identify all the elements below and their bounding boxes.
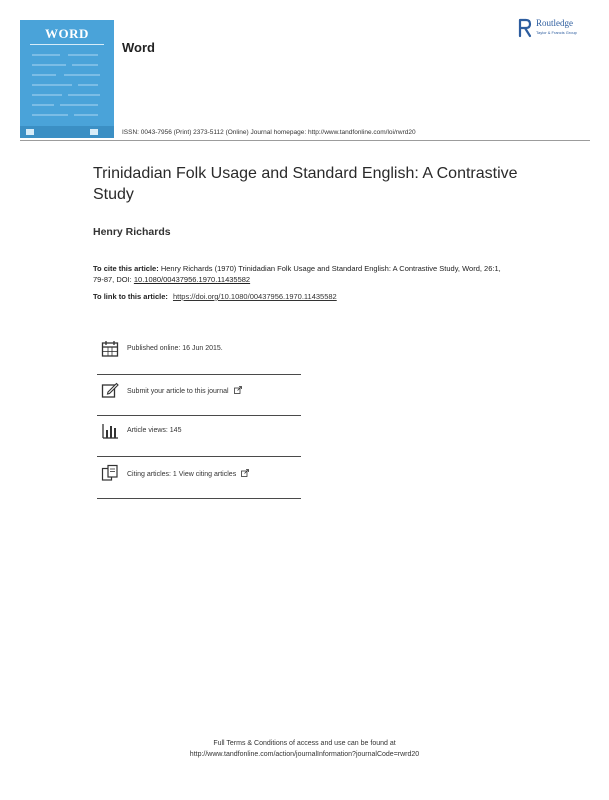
header-divider (20, 140, 590, 141)
cover-foot-mark (90, 129, 98, 135)
submit-article-label (127, 386, 242, 395)
cover-text-line (32, 104, 54, 106)
calendar-icon (101, 340, 119, 358)
article-title: Trinidadian Folk Usage and Standard English: A Contrastive Study (93, 165, 518, 203)
cover-text-line (74, 114, 98, 116)
footer-terms-link[interactable]: http://www.tandfonline.com/action/journalInformation?journalCode=rwrd20 (189, 751, 420, 758)
publisher-logo (518, 18, 590, 40)
issn-line: ISSN: 0043-7956 (Print) 2373-5112 (Online) Journal homepage: http://www.tandfonline.com/loi/rwrd20 (122, 129, 416, 136)
citation-block (93, 263, 513, 285)
cover-title: WORD (45, 26, 89, 41)
external-link-icon (241, 469, 249, 477)
footer (0, 738, 609, 760)
published-date: Published online: 16 Jun 2015. (127, 345, 223, 352)
cover-text-line (68, 94, 100, 96)
cover-footer-band (20, 126, 114, 138)
citing-articles-label (127, 469, 249, 478)
cite-text: Henry Richards (1970) Trinidadian Folk Usage and Standard English: A Contrastive Study, Word, 26:1, 79-87, DOI: (93, 264, 501, 284)
cover-text-line (72, 64, 98, 66)
cover-text-line (78, 84, 98, 86)
citing-articles-link[interactable] (97, 464, 301, 499)
edit-icon (101, 381, 119, 399)
link-label: To link to this article: (93, 292, 168, 301)
routledge-r-icon (518, 18, 532, 38)
cover-text-line (32, 84, 72, 86)
citing-articles-icon (101, 464, 119, 482)
footer-terms: Full Terms & Conditions of access and use can be found at (213, 740, 396, 747)
cover-text-line (64, 74, 100, 76)
cover-text-line (32, 54, 60, 56)
doi-link[interactable]: 10.1080/00437956.1970.11435582 (133, 275, 251, 284)
external-link-icon (234, 386, 242, 394)
cite-label: To cite this article: (93, 264, 159, 273)
cover-text-line (32, 114, 68, 116)
publisher-name: Routledge (536, 18, 573, 28)
journal-name: Word (122, 40, 155, 55)
cover-rule (30, 44, 104, 45)
published-info (97, 340, 301, 375)
cover-text-line (32, 94, 62, 96)
cover-text-line (68, 54, 98, 56)
bar-chart-icon (101, 422, 119, 440)
publisher-tagline: Taylor & Francis Group (536, 30, 577, 35)
citing-text: Citing articles: 1 View citing articles (127, 471, 237, 478)
cover-text-line (32, 74, 56, 76)
submit-article-link[interactable] (97, 381, 301, 416)
cover-text-line (32, 64, 66, 66)
cover-text-line (60, 104, 98, 106)
article-author: Henry Richards (93, 226, 171, 238)
journal-cover-image (20, 20, 114, 138)
cover-foot-mark (26, 129, 34, 135)
submit-text: Submit your article to this journal (127, 388, 229, 395)
article-link[interactable]: https://doi.org/10.1080/00437956.1970.11435582 (172, 292, 337, 301)
article-views: Article views: 145 (127, 427, 182, 434)
link-row (93, 292, 337, 301)
article-views-info (97, 422, 301, 457)
